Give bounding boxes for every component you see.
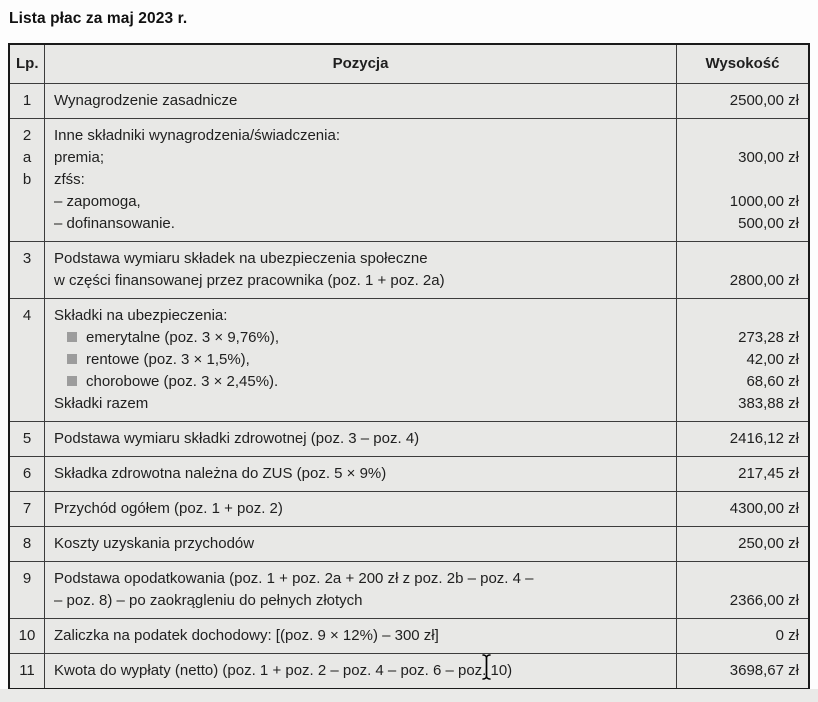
row-number-cell (10, 299, 44, 421)
position-line (54, 270, 667, 292)
position-text: Zaliczka na podatek dochodowy: [(poz. 9 × 12%) – 300 zł] (54, 627, 439, 644)
row-number: 11 (19, 662, 35, 679)
column-header-label: Wysokość (705, 55, 780, 72)
bullet-square-icon (67, 354, 77, 364)
row-number-cell (10, 242, 44, 298)
amount-value: 500,00 zł (738, 215, 799, 232)
position-cell (44, 242, 676, 298)
position-text: Kwota do wypłaty (netto) (poz. 1 + poz. 2 – poz. 4 – poz. 6 – poz. 10) (54, 662, 513, 679)
position-line (54, 248, 667, 270)
position-cell (44, 527, 676, 561)
position-line (54, 90, 667, 112)
row-number: 3 (22, 250, 32, 267)
position-text: – poz. 8) – po zaokrągleniu do pełnych złotych (54, 592, 363, 609)
amount-value: 2416,12 zł (729, 430, 799, 447)
position-line (54, 428, 667, 450)
amount-cell (676, 84, 808, 118)
table-row (10, 618, 808, 653)
table-row (10, 526, 808, 561)
position-cell (44, 562, 676, 618)
position-line (54, 660, 667, 682)
position-line (54, 371, 667, 393)
amount-value (686, 305, 799, 327)
row-number: 7 (22, 500, 32, 517)
column-header-label: Pozycja (332, 55, 389, 72)
amount-cell (676, 119, 808, 241)
row-number: b (22, 171, 32, 188)
column-header-position (44, 45, 676, 83)
position-text: Podstawa wymiaru składek na ubezpieczenia społeczne (54, 250, 428, 267)
table-header-row (10, 45, 808, 83)
position-text: zfśs: (54, 171, 85, 188)
row-number: 1 (22, 92, 32, 109)
row-number: 9 (22, 570, 32, 587)
amount-value: 42,00 zł (746, 351, 799, 368)
position-line (54, 147, 667, 169)
page-title: Lista płac za maj 2023 r. (9, 10, 188, 27)
column-header-lp (10, 45, 44, 83)
table-row (10, 491, 808, 526)
row-number: a (22, 149, 32, 166)
row-number-cell (10, 527, 44, 561)
position-text: Wynagrodzenie zasadnicze (54, 92, 238, 109)
row-number-cell (10, 457, 44, 491)
amount-cell (676, 299, 808, 421)
position-line (54, 533, 667, 555)
position-text: Inne składniki wynagrodzenia/świadczenia: (54, 127, 340, 144)
position-line (54, 625, 667, 647)
row-number: 6 (22, 465, 32, 482)
table-row (10, 561, 808, 618)
amount-value: 2366,00 zł (729, 592, 799, 609)
position-text: – dofinansowanie. (54, 215, 175, 232)
table-row (10, 118, 808, 241)
row-number-cell (10, 654, 44, 688)
amount-cell (676, 654, 808, 688)
table-row (10, 653, 808, 688)
amount-value: 250,00 zł (738, 535, 799, 552)
position-text: w części finansowanej przez pracownika (poz. 1 + poz. 2a) (54, 272, 445, 289)
position-cell (44, 119, 676, 241)
amount-value: 217,45 zł (738, 465, 799, 482)
amount-cell (676, 492, 808, 526)
position-text: emerytalne (poz. 3 × 9,76%), (86, 329, 280, 346)
amount-value: 300,00 zł (738, 149, 799, 166)
amount-value: 273,28 zł (738, 329, 799, 346)
amount-cell (676, 527, 808, 561)
position-cell (44, 84, 676, 118)
column-header-label: Lp. (16, 55, 39, 72)
position-cell (44, 619, 676, 653)
column-header-amount (676, 45, 808, 83)
position-text: Składki razem (54, 395, 149, 412)
row-number: 2 (22, 127, 32, 144)
position-cell (44, 654, 676, 688)
position-text: Podstawa opodatkowania (poz. 1 + poz. 2a + 200 zł z poz. 2b – poz. 4 – (54, 570, 534, 587)
bullet-square-icon (67, 376, 77, 386)
amount-value (686, 568, 799, 590)
amount-value: 68,60 zł (746, 373, 799, 390)
position-text: – zapomoga, (54, 193, 141, 210)
position-text: chorobowe (poz. 3 × 2,45%). (86, 373, 279, 390)
table-row (10, 241, 808, 298)
position-cell (44, 492, 676, 526)
position-line (54, 125, 667, 147)
position-text: Koszty uzyskania przychodów (54, 535, 255, 552)
row-number-cell (10, 562, 44, 618)
position-text: rentowe (poz. 3 × 1,5%), (86, 351, 250, 368)
table-row (10, 298, 808, 421)
position-cell (44, 422, 676, 456)
amount-value (686, 125, 799, 147)
table-row (10, 456, 808, 491)
row-number-cell (10, 492, 44, 526)
row-number-cell (10, 619, 44, 653)
position-cell (44, 299, 676, 421)
position-line (54, 568, 667, 590)
position-line (54, 393, 667, 415)
amount-value: 4300,00 zł (729, 500, 799, 517)
amount-value (686, 169, 799, 191)
position-line (54, 191, 667, 213)
row-number: 4 (22, 307, 32, 324)
position-text: Składka zdrowotna należna do ZUS (poz. 5 × 9%) (54, 465, 387, 482)
position-line (54, 327, 667, 349)
amount-value: 383,88 zł (738, 395, 799, 412)
position-line (54, 590, 667, 612)
row-number-cell (10, 119, 44, 241)
bottom-margin-band (0, 689, 818, 702)
amount-cell (676, 422, 808, 456)
amount-cell (676, 562, 808, 618)
bullet-square-icon (67, 332, 77, 342)
row-number-cell (10, 422, 44, 456)
amount-value: 1000,00 zł (729, 193, 799, 210)
amount-value: 3698,67 zł (729, 662, 799, 679)
amount-value: 2800,00 zł (729, 272, 799, 289)
position-text: Podstawa wymiaru składki zdrowotnej (poz. 3 – poz. 4) (54, 430, 420, 447)
amount-cell (676, 242, 808, 298)
amount-value: 0 zł (775, 627, 799, 644)
amount-value: 2500,00 zł (729, 92, 799, 109)
row-number: 10 (18, 627, 36, 644)
position-line (54, 213, 667, 235)
row-number: 5 (22, 430, 32, 447)
position-text: Składki na ubezpieczenia: (54, 307, 228, 324)
position-text: premia; (54, 149, 105, 166)
position-text: Przychód ogółem (poz. 1 + poz. 2) (54, 500, 283, 517)
table-row (10, 421, 808, 456)
position-cell (44, 457, 676, 491)
position-line (54, 463, 667, 485)
payroll-table (8, 43, 810, 690)
amount-value (686, 248, 799, 270)
table-row (10, 83, 808, 118)
position-line (54, 349, 667, 371)
amount-cell (676, 457, 808, 491)
position-line (54, 169, 667, 191)
position-line (54, 305, 667, 327)
row-number-cell (10, 84, 44, 118)
amount-cell (676, 619, 808, 653)
row-number: 8 (22, 535, 32, 552)
position-line (54, 498, 667, 520)
